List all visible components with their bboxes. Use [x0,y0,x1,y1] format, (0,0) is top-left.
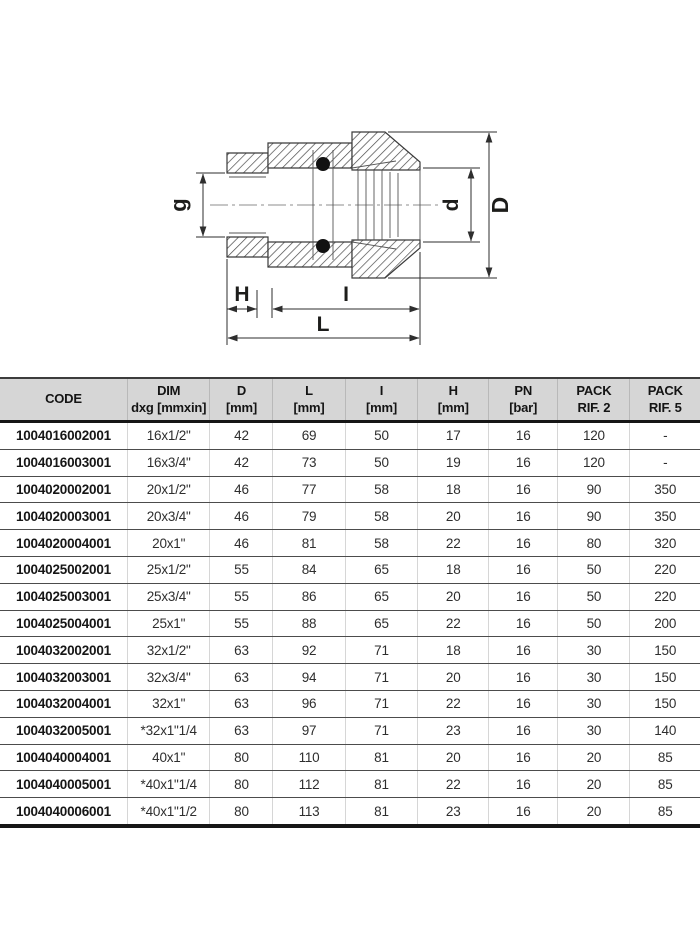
value-cell: 46 [210,503,273,530]
column-header-line1: I [379,383,384,399]
value-cell: 97 [273,717,345,744]
table-header-row [0,378,700,422]
value-cell: 16 [489,556,558,583]
value-cell: 63 [210,664,273,691]
table-row [0,476,700,503]
value-cell: 46 [210,476,273,503]
value-cell: 350 [630,476,700,503]
value-cell: 46 [210,530,273,557]
value-cell: 80 [210,771,273,798]
value-cell: *40x1"1/4 [127,771,210,798]
table-row [0,422,700,450]
value-cell: 32x1" [127,690,210,717]
table-row [0,449,700,476]
value-cell: 55 [210,583,273,610]
spec-table-head [0,378,700,422]
column-header-line2: [mm] [365,399,397,415]
code-cell: 1004032004001 [0,690,127,717]
spec-table [0,377,700,828]
column-header-line1: H [448,383,458,399]
table-row [0,664,700,691]
value-cell: 69 [273,422,345,450]
value-cell: 16 [489,664,558,691]
value-cell: 150 [630,637,700,664]
column-header [558,378,630,422]
value-cell: 71 [345,717,418,744]
value-cell: 113 [273,798,345,826]
value-cell: 16 [489,771,558,798]
code-cell: 1004040005001 [0,771,127,798]
column-header-line1: PACK [647,383,683,399]
value-cell: 81 [345,771,418,798]
table-row [0,717,700,744]
value-cell: 350 [630,503,700,530]
column-header [345,378,418,422]
value-cell: 23 [418,717,489,744]
code-cell: 1004040004001 [0,744,127,771]
table-row [0,530,700,557]
value-cell: - [630,449,700,476]
value-cell: 71 [345,664,418,691]
column-header-line1: DIM [157,383,181,399]
value-cell: 20 [418,503,489,530]
value-cell: 25x3/4" [127,583,210,610]
code-cell: 1004025004001 [0,610,127,637]
value-cell: 50 [345,449,418,476]
value-cell: 16 [489,717,558,744]
value-cell: 16 [489,476,558,503]
dim-label-D: D [487,196,513,214]
code-cell: 1004032002001 [0,637,127,664]
value-cell: 71 [345,690,418,717]
value-cell: *40x1"1/2 [127,798,210,826]
value-cell: 200 [630,610,700,637]
dim-label-d: d [440,198,463,212]
value-cell: 112 [273,771,345,798]
value-cell: 140 [630,717,700,744]
dim-label-L: L [316,313,330,336]
code-cell: 1004020003001 [0,503,127,530]
o-ring-bottom [316,239,330,253]
column-header-line1: CODE [45,391,82,407]
value-cell: 16 [489,610,558,637]
column-header-line1: D [236,383,247,399]
value-cell: 50 [558,610,630,637]
value-cell: 25x1" [127,610,210,637]
value-cell: 22 [418,771,489,798]
value-cell: 16 [489,798,558,826]
value-cell: 20x1/2" [127,476,210,503]
value-cell: 20 [418,744,489,771]
value-cell: 110 [273,744,345,771]
value-cell: 220 [630,556,700,583]
code-cell: 1004032005001 [0,717,127,744]
dim-label-H: H [234,283,250,306]
table-row [0,556,700,583]
column-header-line2: [mm] [293,399,325,415]
value-cell: 30 [558,664,630,691]
table-row [0,610,700,637]
value-cell: 63 [210,637,273,664]
value-cell: 73 [273,449,345,476]
column-header-line2: [bar] [509,399,538,415]
column-header-line2: RIF. 5 [648,399,682,415]
value-cell: 88 [273,610,345,637]
column-header-line1: L [305,383,313,399]
value-cell: 85 [630,744,700,771]
value-cell: 58 [345,503,418,530]
technical-drawing-area [0,0,700,377]
value-cell: 25x1/2" [127,556,210,583]
value-cell: 320 [630,530,700,557]
value-cell: 50 [345,422,418,450]
value-cell: 85 [630,798,700,826]
code-cell: 1004025003001 [0,583,127,610]
column-header [418,378,489,422]
value-cell: 80 [210,744,273,771]
code-cell: 1004016002001 [0,422,127,450]
value-cell: 20 [418,664,489,691]
value-cell: 40x1" [127,744,210,771]
value-cell: 16x1/2" [127,422,210,450]
value-cell: 20 [418,583,489,610]
value-cell: 18 [418,637,489,664]
spec-table-body [0,422,700,826]
value-cell: 65 [345,583,418,610]
body-bottom-wall [268,242,352,267]
nut-bottom-wall [352,240,420,278]
table-row [0,771,700,798]
dim-label-g: g [166,198,191,212]
value-cell: 16 [489,744,558,771]
code-cell: 1004020004001 [0,530,127,557]
value-cell: 23 [418,798,489,826]
column-header-line2: dxg [mmxin] [131,399,207,415]
value-cell: 86 [273,583,345,610]
column-header [127,378,210,422]
column-header-line2: [mm] [225,399,257,415]
value-cell: 55 [210,610,273,637]
value-cell: 32x1/2" [127,637,210,664]
value-cell: 92 [273,637,345,664]
value-cell: 63 [210,690,273,717]
column-header-line1: PN [514,383,533,399]
value-cell: 20 [558,771,630,798]
table-row [0,503,700,530]
column-header [489,378,558,422]
value-cell: 18 [418,476,489,503]
value-cell: 65 [345,610,418,637]
column-header [630,378,700,422]
fitting-technical-drawing [0,0,700,377]
value-cell: 77 [273,476,345,503]
code-cell: 1004016003001 [0,449,127,476]
code-cell: 1004020002001 [0,476,127,503]
value-cell: 18 [418,556,489,583]
value-cell: 120 [558,449,630,476]
value-cell: 58 [345,476,418,503]
table-row [0,637,700,664]
value-cell: 71 [345,637,418,664]
column-header [210,378,273,422]
value-cell: 30 [558,690,630,717]
value-cell: 81 [345,798,418,826]
value-cell: 81 [345,744,418,771]
thread-end-top-wall [227,153,268,173]
value-cell: 22 [418,690,489,717]
value-cell: 32x3/4" [127,664,210,691]
column-header [0,378,127,422]
code-cell: 1004025002001 [0,556,127,583]
value-cell: 19 [418,449,489,476]
value-cell: 16 [489,690,558,717]
value-cell: 22 [418,530,489,557]
value-cell: 80 [210,798,273,826]
value-cell: 90 [558,476,630,503]
value-cell: 84 [273,556,345,583]
value-cell: 42 [210,422,273,450]
thread-end-bottom-wall [227,237,268,257]
value-cell: 16 [489,422,558,450]
value-cell: 22 [418,610,489,637]
o-ring-top [316,157,330,171]
value-cell: 30 [558,637,630,664]
value-cell: 94 [273,664,345,691]
column-header-line2: RIF. 2 [577,399,611,415]
value-cell: 81 [273,530,345,557]
value-cell: 79 [273,503,345,530]
value-cell: *32x1"1/4 [127,717,210,744]
value-cell: 58 [345,530,418,557]
value-cell: 20x3/4" [127,503,210,530]
table-row [0,744,700,771]
value-cell: 150 [630,690,700,717]
value-cell: 20 [558,744,630,771]
table-row [0,798,700,826]
nut-top-wall [352,132,420,170]
value-cell: 63 [210,717,273,744]
value-cell: 16 [489,530,558,557]
body-top-wall [268,143,352,168]
table-row [0,690,700,717]
value-cell: 16 [489,583,558,610]
value-cell: 120 [558,422,630,450]
value-cell: 16 [489,503,558,530]
value-cell: 50 [558,556,630,583]
value-cell: 20 [558,798,630,826]
value-cell: 150 [630,664,700,691]
column-header [273,378,345,422]
value-cell: 96 [273,690,345,717]
column-header-line2: [mm] [437,399,469,415]
value-cell: 16x3/4" [127,449,210,476]
value-cell: 85 [630,771,700,798]
value-cell: 80 [558,530,630,557]
value-cell: 16 [489,637,558,664]
value-cell: 50 [558,583,630,610]
code-cell: 1004040006001 [0,798,127,826]
table-row [0,583,700,610]
value-cell: 20x1" [127,530,210,557]
value-cell: - [630,422,700,450]
value-cell: 55 [210,556,273,583]
value-cell: 90 [558,503,630,530]
value-cell: 16 [489,449,558,476]
value-cell: 220 [630,583,700,610]
column-header-line1: PACK [576,383,612,399]
value-cell: 17 [418,422,489,450]
value-cell: 30 [558,717,630,744]
value-cell: 42 [210,449,273,476]
dim-label-I: I [343,283,349,306]
code-cell: 1004032003001 [0,664,127,691]
value-cell: 65 [345,556,418,583]
